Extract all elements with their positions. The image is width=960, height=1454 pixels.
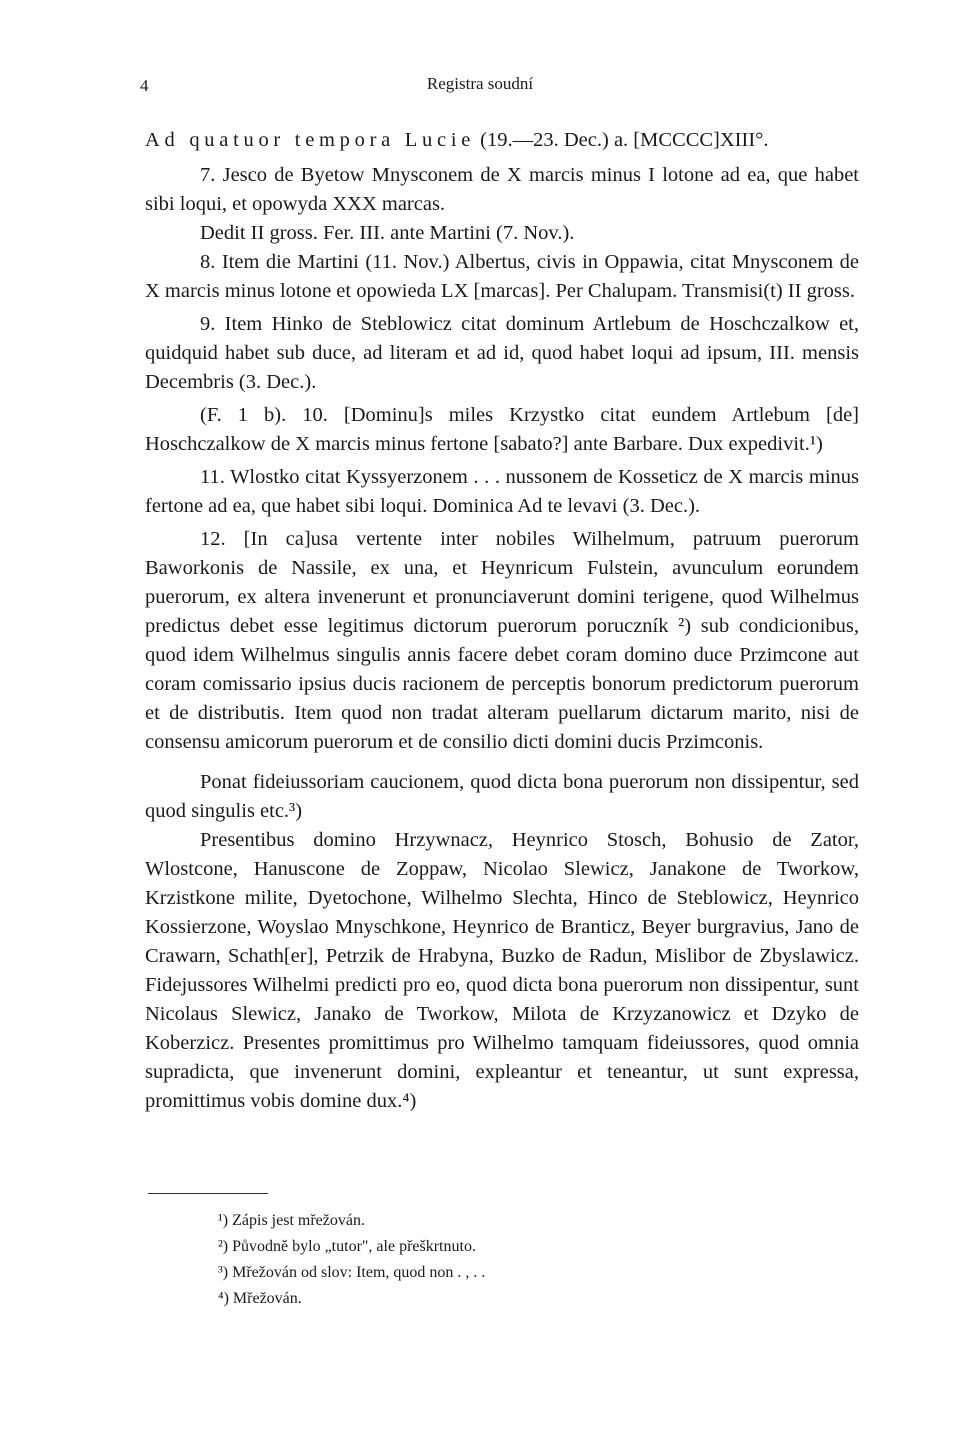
footnote-1: ¹) Zápis jest mřežován.	[218, 1212, 365, 1229]
heading-spaced-title: Ad quatuor tempora Lucie	[145, 129, 476, 151]
entry-9: 9. Item Hinko de Steblowicz citat dominum Artlebum de Hoschczalkow et, quidquid habet sub duce, ad literam et ad id, quod habet loqui ad ipsum, III. mensis Decembris (3. Dec.).	[145, 313, 859, 393]
entry-7: 7. Jesco de Byetow Mnysconem de X marcis minus I lotone ad ea, que habet sibi loqui, et opowyda XXX marcas.	[145, 164, 859, 215]
footnote-3: ³) Mřežován od slov: Item, quod non . , . .	[218, 1264, 486, 1281]
footnote-4: ⁴) Mřežován.	[218, 1290, 302, 1307]
page-number: 4	[140, 76, 149, 95]
footnotes	[218, 1208, 485, 1312]
entry-11: 11. Wlostko citat Kyssyerzonem . . . nussonem de Kosseticz de X marcis minus fertone ad ea, que habet sibi loqui. Dominica Ad te levavi (3. Dec.).	[145, 466, 859, 517]
heading-date: (19.—23. Dec.) a. [MCCCC]XIII°.	[475, 129, 769, 151]
page-body	[145, 126, 859, 1116]
entry-12: 12. [In ca]usa vertente inter nobiles Wilhelmum, patruum puerorum Baworkonis de Nassile, ex una, et Heynricum Fulstein, avunculum eorundem puerorum, ex altera invenerunt et pronunciaverunt domini terigene, quod Wilhelmus predictus debet esse legitimus dictorum puerorum poruczník ²) sub condicionibus, quod idem Wilhelmus singulis annis facere debet coram domino duce Przimcone aut coram comissario ipsius ducis racionem de perceptis bonorum predictorum puerorum et de distributis. Item quod non tradat alteram puellarum dictarum marito, nisi de consensu amicorum puerorum et de consilio dicti domini ducis Przimconis.	[145, 528, 859, 753]
running-head: Registra soudní	[426, 74, 534, 93]
entry-8: 8. Item die Martini (11. Nov.) Albertus, civis in Oppawia, citat Mnysconem de X marcis minus lotone et opowieda LX [marcas]. Per Chalupam. Transmisi(t) II gross.	[145, 251, 859, 302]
entry-7-payment: Dedit II gross. Fer. III. ante Martini (7. Nov.).	[200, 222, 575, 244]
entry-10: (F. 1 b). 10. [Dominu]s miles Krzystko citat eundem Artlebum [de] Hoschczalkow de X marcis minus fertone [sabato?] ante Barbare. Dux expedivit.¹)	[145, 404, 859, 455]
footnote-2: ²) Původně bylo „tutor", ale přeškrtnuto.	[218, 1238, 476, 1255]
section-heading	[145, 126, 859, 155]
entry-12-caution: Ponat fideiussoriam caucionem, quod dicta bona puerorum non dissipentur, sed quod singulis etc.³)	[145, 771, 859, 822]
footnote-divider	[148, 1193, 268, 1194]
entry-12-witnesses: Presentibus domino Hrzywnacz, Heynrico Stosch, Bohusio de Zator, Wlostcone, Hanuscone de Zoppaw, Nicolao Slewicz, Janakone de Tworkow, Krzistkone milite, Dyetochone, Wilhelmo Slechta, Hinco de Steblowicz, Heynrico Kossierzone, Woyslao Mnyschkone, Heynrico de Branticz, Beyer burgravius, Jano de Crawarn, Schath[er], Petrzik de Hrabyna, Buzko de Radun, Mislibor de Zbyslawicz. Fidejussores Wilhelmi predicti pro eo, quod dicta bona puerorum non dissipentur, sunt Nicolaus Slewicz, Janako de Tworkow, Milota de Krzyzanowicz et Dzyko de Koberzicz. Presentes promittimus pro Wilhelmo tamquam fideiussores, quod omnia supradicta, que invenerunt domini, expleantur et teneantur, ut sunt expressa, promittimus vobis domine dux.⁴)	[145, 829, 859, 1112]
